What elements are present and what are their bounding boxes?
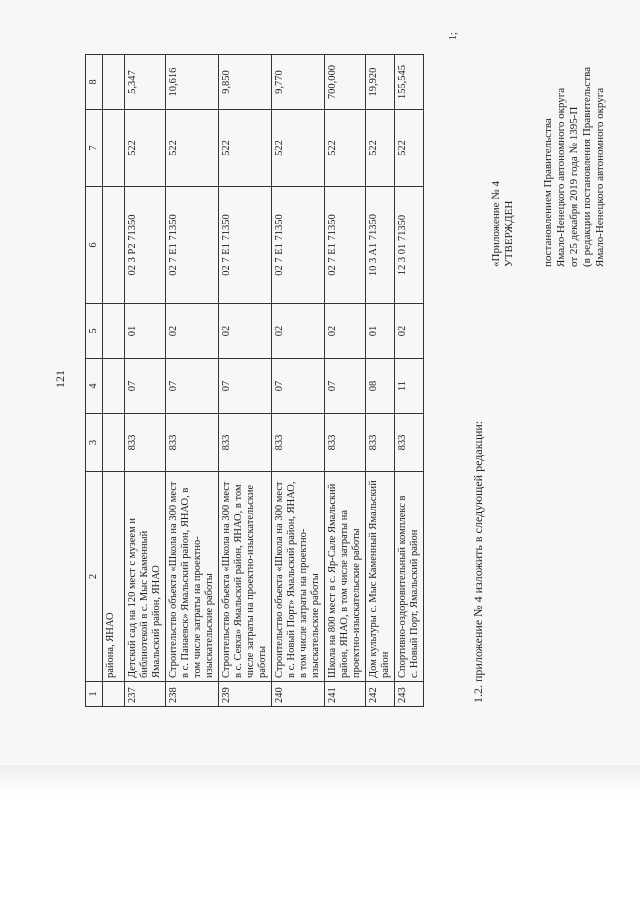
ministry-code: 833: [125, 414, 166, 472]
amount: 9,770: [272, 55, 325, 110]
object-name: [395, 472, 424, 682]
object-name: [166, 472, 219, 682]
empty-cell: [103, 110, 125, 187]
table-row: [325, 55, 366, 707]
continuation-row: [103, 55, 125, 707]
subsection-code: 01: [125, 304, 166, 359]
empty-cell: [103, 682, 125, 707]
table-row: [219, 55, 272, 707]
appendix-spacer: [516, 67, 542, 267]
row-number: 237: [125, 682, 166, 707]
table-row: [166, 55, 219, 707]
object-name-line: с. Новый Порт, Ямальский район: [409, 529, 420, 678]
target-article: 02 7 E1 71350: [272, 187, 325, 304]
row-number: 239: [219, 682, 272, 707]
object-name: [125, 472, 166, 682]
amount: 155,545: [395, 55, 424, 110]
row-number: 238: [166, 682, 219, 707]
appendix-line: постановлением Правительства: [542, 118, 554, 267]
target-article: 02 3 P2 71350: [125, 187, 166, 304]
header-cell: 7: [86, 110, 103, 187]
page-number: 121: [53, 370, 67, 388]
object-name-line: Строительство объекта «Школа на 300 мест: [274, 481, 285, 678]
ministry-code: 833: [166, 414, 219, 472]
empty-cell: [103, 187, 125, 304]
header-cell: 8: [86, 55, 103, 110]
object-name-line: Детский сад на 120 мест с музеем и: [127, 518, 138, 678]
object-name-line: Строительство объекта «Школа на 300 мест: [221, 481, 232, 678]
header-cell: 6: [86, 187, 103, 304]
appendix-approval-block: [490, 67, 607, 267]
table-row: [395, 55, 424, 707]
target-article: 10 3 A1 71350: [366, 187, 395, 304]
object-name-line: числе затраты на проектно-изыскательские: [245, 484, 256, 678]
amount: 9,850: [219, 55, 272, 110]
continuation-cell: района, ЯНАО: [103, 472, 125, 682]
object-name-line: в с. Новый Порт» Ямальский район, ЯНАО,: [286, 481, 297, 678]
expense-type: 522: [125, 110, 166, 187]
object-name-line: в том числе затраты на проектно-: [298, 528, 309, 678]
object-name-line: Спортивно-оздоровительный комплекс в: [397, 495, 408, 678]
target-article: 12 3 01 71350: [395, 187, 424, 304]
object-name-line: библиотекой в с. Мыс Каменный: [139, 530, 150, 678]
ministry-code: 833: [395, 414, 424, 472]
amendment-text: 1.2. приложение № 4 изложить в следующей редакции:: [471, 420, 485, 703]
section-code: 07: [325, 359, 366, 414]
page-bottom-margin: [0, 765, 640, 905]
section-code: 07: [166, 359, 219, 414]
target-article: 02 7 E1 71350: [325, 187, 366, 304]
subsection-code: 02: [325, 304, 366, 359]
row-number: 242: [366, 682, 395, 707]
amount: 19,920: [366, 55, 395, 110]
table-header-row: [86, 55, 103, 707]
object-name-line: в с. Панаевск» Ямальский район, ЯНАО, в: [180, 487, 191, 678]
amount: 5,347: [125, 55, 166, 110]
object-name-line: в с. Сеяха» Ямальский район, ЯНАО, в том: [233, 484, 244, 678]
row-number: 240: [272, 682, 325, 707]
appendix-line: Ямало-Ненецкого автономного округа: [555, 87, 567, 267]
object-name: [219, 472, 272, 682]
appendix-line: от 25 декабря 2019 года № 1395-П: [568, 106, 580, 267]
expense-type: 522: [219, 110, 272, 187]
section-code: 11: [395, 359, 424, 414]
empty-cell: [103, 414, 125, 472]
amount: 10,616: [166, 55, 219, 110]
table-row: [272, 55, 325, 707]
object-name-line: работы: [257, 645, 268, 678]
ministry-code: 833: [272, 414, 325, 472]
object-name: [272, 472, 325, 682]
object-name-line: изыскательские работы: [310, 573, 321, 678]
object-name-line: проектно-изыскательские работы: [351, 528, 362, 678]
object-name: [325, 472, 366, 682]
row-number: 243: [395, 682, 424, 707]
object-name-line: район, ЯНАО, в том числе затраты на: [339, 509, 350, 678]
empty-cell: [103, 55, 125, 110]
amount: 700,000: [325, 55, 366, 110]
table-row: [125, 55, 166, 707]
object-name-line: Школа на 800 мест в с. Яр-Сале Ямальский: [327, 483, 338, 678]
target-article: 02 7 E1 71350: [166, 187, 219, 304]
object-name: [366, 472, 395, 682]
subsection-code: 01: [366, 304, 395, 359]
corner-mark: 1;: [448, 32, 459, 40]
target-article: 02 7 E1 71350: [219, 187, 272, 304]
header-cell: 1: [86, 682, 103, 707]
expense-type: 522: [166, 110, 219, 187]
expense-type: 522: [366, 110, 395, 187]
ministry-code: 833: [325, 414, 366, 472]
section-code: 08: [366, 359, 395, 414]
subsection-code: 02: [272, 304, 325, 359]
expense-type: 522: [395, 110, 424, 187]
header-cell: 2: [86, 472, 103, 682]
expense-type: 522: [272, 110, 325, 187]
header-cell: 5: [86, 304, 103, 359]
subsection-code: 02: [219, 304, 272, 359]
section-code: 07: [219, 359, 272, 414]
subsection-code: 02: [166, 304, 219, 359]
table-row: [366, 55, 395, 707]
subsection-code: 02: [395, 304, 424, 359]
appendix-line: (в редакции постановления Правительства: [581, 66, 593, 267]
appendix-line: Ямало-Ненецкого автономного округа: [594, 87, 606, 267]
section-code: 07: [125, 359, 166, 414]
object-name-line: изыскательские работы: [204, 573, 215, 678]
empty-cell: [103, 359, 125, 414]
object-name-line: Дом культуры с. Мыс Каменный Ямальский: [368, 480, 379, 678]
empty-cell: [103, 304, 125, 359]
object-name-line: Ямальский район, ЯНАО: [151, 565, 162, 678]
header-cell: 4: [86, 359, 103, 414]
budget-table: [85, 54, 424, 707]
object-name-line: Строительство объекта «Школа на 300 мест: [168, 481, 179, 678]
row-number: 241: [325, 682, 366, 707]
expense-type: 522: [325, 110, 366, 187]
appendix-line: УТВЕРЖДЕН: [503, 200, 515, 267]
appendix-line: «Приложение № 4: [490, 180, 502, 267]
section-code: 07: [272, 359, 325, 414]
object-name-line: район: [380, 651, 391, 678]
ministry-code: 833: [219, 414, 272, 472]
ministry-code: 833: [366, 414, 395, 472]
object-name-line: том числе затраты на проектно-: [192, 536, 203, 678]
header-cell: 3: [86, 414, 103, 472]
